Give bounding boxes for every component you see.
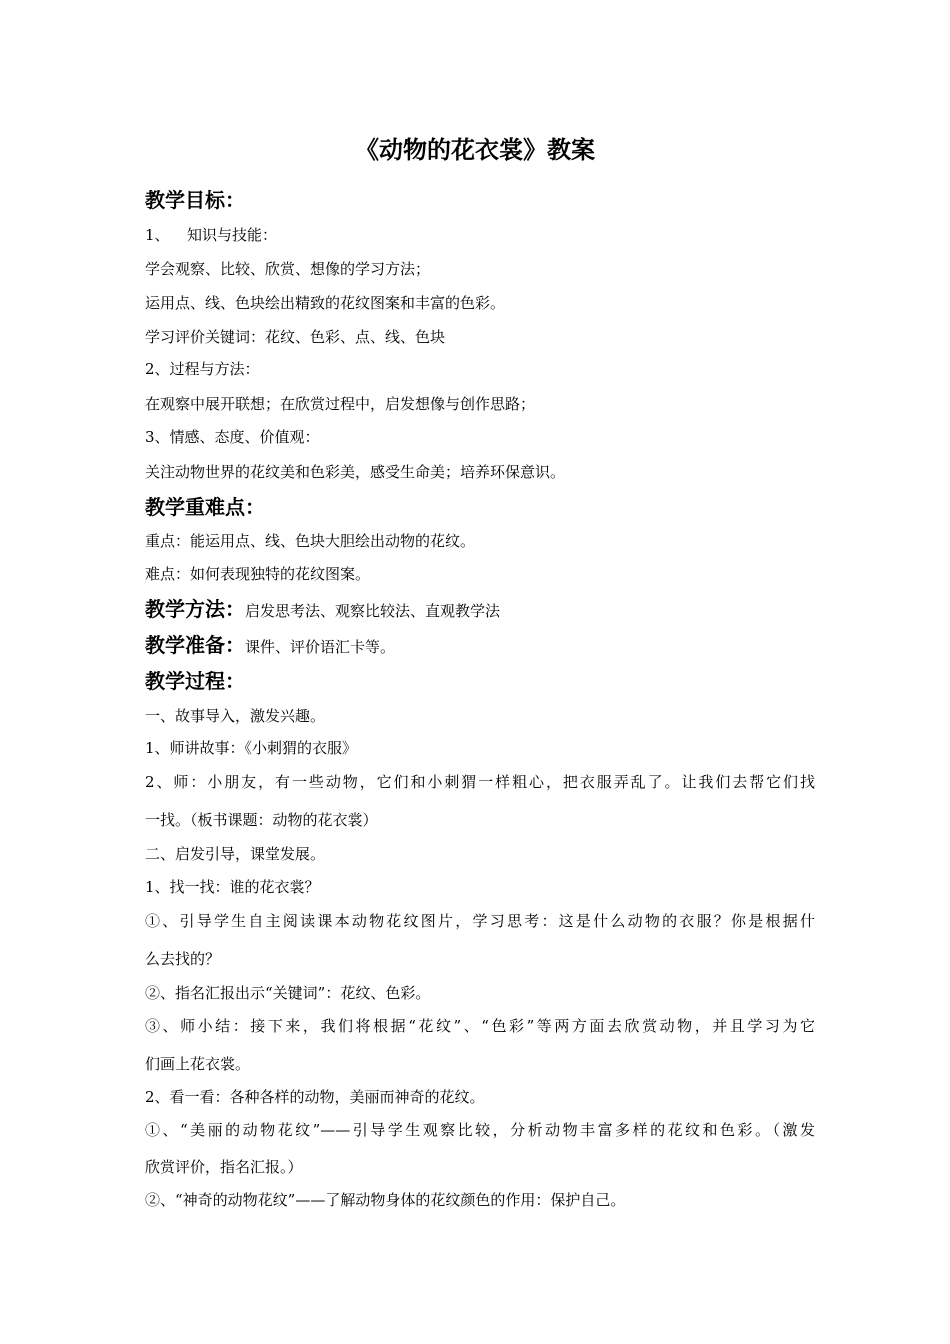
process-line: ①、引导学生自主阅读课本动物花纹图片，学习思考：这是什么动物的衣服？你是根据什	[145, 912, 815, 930]
preparation-text: 课件、评价语汇卡等。	[245, 638, 396, 656]
process-line: 1、找一找：谁的花衣裳？	[145, 878, 320, 896]
process-line: 1、师讲故事：《小刺猬的衣服》	[145, 739, 358, 757]
methods-heading: 教学方法：	[145, 597, 245, 621]
preparation-row	[145, 632, 815, 660]
key-points-heading: 教学重难点：	[145, 495, 265, 519]
objective-line: 学习评价关键词：花纹、色彩、点、线、色块	[145, 328, 446, 346]
objective-item-1-label: 知识与技能：	[187, 226, 278, 244]
process-line: ②、“神奇的动物花纹”——了解动物身体的花纹颜色的作用：保护自己。	[145, 1191, 626, 1209]
key-point-difficulty: 难点：如何表现独特的花纹图案。	[145, 565, 371, 583]
objectives-heading: 教学目标：	[145, 188, 245, 212]
objective-line: 关注动物世界的花纹美和色彩美，感受生命美；培养环保意识。	[145, 463, 566, 481]
process-heading: 教学过程：	[145, 669, 245, 693]
objective-line: 在观察中展开联想；在欣赏过程中，启发想像与创作思路；	[145, 395, 536, 413]
process-line: 2、看一看：各种各样的动物，美丽而神奇的花纹。	[145, 1088, 485, 1106]
methods-row	[145, 596, 815, 624]
process-line: 一找。（板书课题：动物的花衣裳）	[145, 811, 378, 829]
process-line: 欣赏评价，指名汇报。）	[145, 1158, 303, 1176]
process-line: 2、师：小朋友，有一些动物，它们和小刺猬一样粗心，把衣服弄乱了。让我们去帮它们找	[145, 773, 815, 791]
objective-item-1	[145, 225, 815, 245]
objective-item-2-label: 2、过程与方法：	[145, 360, 260, 378]
process-line: ③、师小结：接下来，我们将根据“花纹”、“色彩”等两方面去欣赏动物，并且学习为它	[145, 1017, 815, 1035]
methods-text: 启发思考法、观察比较法、直观教学法	[245, 602, 501, 620]
objective-line: 运用点、线、色块绘出精致的花纹图案和丰富的色彩。	[145, 294, 506, 312]
objective-line: 学会观察、比较、欣赏、想像的学习方法；	[145, 260, 431, 278]
process-line: 二、启发引导，课堂发展。	[145, 845, 326, 863]
document-title: 《动物的花衣裳》教案	[355, 135, 595, 164]
process-line: 一、故事导入，激发兴趣。	[145, 707, 326, 725]
objective-item-3-label: 3、情感、态度、价值观：	[145, 428, 320, 446]
objective-item-1-number: 1、	[145, 226, 170, 244]
process-line: 么去找的？	[145, 950, 221, 968]
preparation-heading: 教学准备：	[145, 633, 245, 657]
process-line: ①、“美丽的动物花纹”——引导学生观察比较，分析动物丰富多样的花纹和色彩。（激发	[145, 1121, 815, 1139]
key-point-focus: 重点：能运用点、线、色块大胆绘出动物的花纹。	[145, 532, 476, 550]
process-line: ②、指名汇报出示“关键词”：花纹、色彩。	[145, 984, 431, 1002]
process-line: 们画上花衣裳。	[145, 1055, 251, 1073]
